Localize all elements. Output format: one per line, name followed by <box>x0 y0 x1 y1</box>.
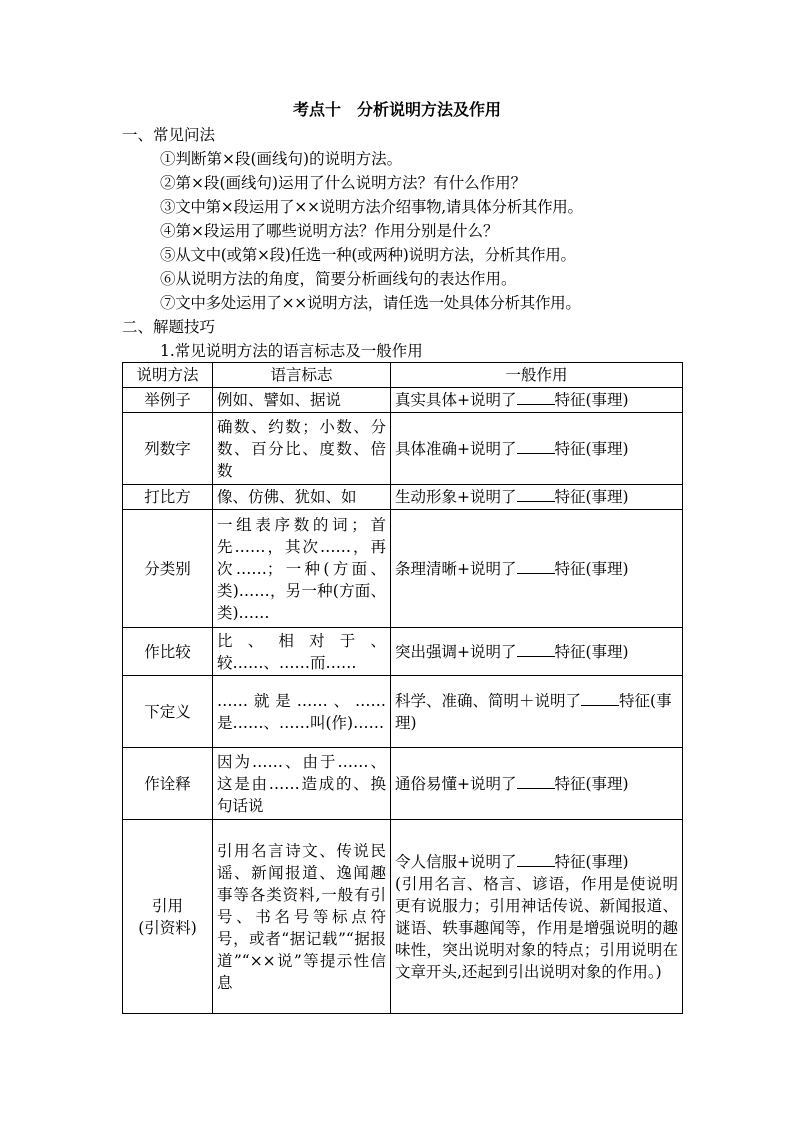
header-effect: 一般作用 <box>391 363 683 388</box>
markers-cell: 像、仿佛、犹如、如 <box>213 485 391 510</box>
markers-cell: 比、相对于、较……、……而…… <box>213 628 391 676</box>
markers-cell: 例如、譬如、据说 <box>213 388 391 413</box>
effect-text: 令人信服+说明了 <box>395 852 517 871</box>
table-row <box>123 628 683 676</box>
method-cell: 打比方 <box>123 485 213 510</box>
answer-blank <box>517 774 555 789</box>
effect-cell <box>391 820 683 1014</box>
method-cell: 引用 (引资料) <box>123 820 213 1014</box>
header-markers: 语言标志 <box>213 363 391 388</box>
section-heading-techniques: 二、解题技巧 <box>122 318 216 336</box>
answer-blank <box>517 390 555 405</box>
effect-text: 通俗易懂+说明了 <box>395 774 517 793</box>
effect-suffix: 特征(事理) <box>554 391 629 409</box>
effect-suffix: 特征(事理) <box>554 774 629 793</box>
effect-suffix: 特征(事理) <box>554 852 629 871</box>
markers-cell: 引用名言诗文、传说民谣、新闻报道、逸闻趣事等各类资料,一般有引号、书名号等标点符号，或者“据记载”“据报道”“××说”等提示性信息 <box>213 820 391 1014</box>
question-item-5: ⑤从文中(或第×段)任选一种(或两种)说明方法，分析其作用。 <box>160 246 576 264</box>
effect-suffix: 特征(事理) <box>554 439 629 458</box>
markers-cell: ……就是……、……是……、……叫(作)…… <box>213 676 391 748</box>
table-row <box>123 676 683 748</box>
effect-cell <box>391 388 683 413</box>
question-item-3: ③文中第×段运用了××说明方法介绍事物,请具体分析其作用。 <box>160 198 583 216</box>
question-item-6: ⑥从说明方法的角度，简要分析画线句的表达作用。 <box>160 270 517 288</box>
table-row <box>123 510 683 628</box>
method-cell: 下定义 <box>123 676 213 748</box>
section-heading-questions: 一、常见问法 <box>122 126 216 144</box>
effect-cell <box>391 413 683 485</box>
answer-blank <box>517 852 555 867</box>
method-cell: 举例子 <box>123 388 213 413</box>
answer-blank <box>517 487 555 502</box>
answer-blank <box>581 691 619 706</box>
answer-blank <box>517 559 555 574</box>
table-row <box>123 388 683 413</box>
markers-cell: 确数、约数；小数、分数、百分比、度数、倍数 <box>213 413 391 485</box>
effect-note: (引用名言、格言、谚语，作用是使说明更有说服力；引用神话传说、新闻报道、谜语、轶事趣闻等，作用是增强说明的趣味性，突出说明对象的特点；引用说明在文章开头,还起到引出说明对象的作用。) <box>395 874 678 981</box>
effect-cell <box>391 676 683 748</box>
effect-suffix: 特征(事理) <box>554 488 629 506</box>
method-cell: 列数字 <box>123 413 213 485</box>
effect-text: 条理清晰+说明了 <box>395 559 517 578</box>
answer-blank <box>517 642 555 657</box>
subsection-heading: 1.常见说明方法的语言标志及一般作用 <box>160 342 423 360</box>
effect-cell <box>391 485 683 510</box>
table-row <box>123 820 683 1014</box>
page-title: 考点十 分析说明方法及作用 <box>292 100 501 119</box>
markers-cell: 一组表序数的词；首先……，其次……，再次……；一种(方面、类)……，另一种(方面、类)…… <box>213 510 391 628</box>
effect-suffix: 特征(事理) <box>554 642 629 661</box>
question-item-1: ①判断第×段(画线句)的说明方法。 <box>160 150 403 168</box>
method-cell: 作诠释 <box>123 748 213 820</box>
method-cell: 作比较 <box>123 628 213 676</box>
markers-cell: 因为……、由于……、这是由……造成的、换句话说 <box>213 748 391 820</box>
method-cell: 分类别 <box>123 510 213 628</box>
effect-suffix: 特征(事理) <box>554 559 629 578</box>
table-row <box>123 485 683 510</box>
table-row <box>123 748 683 820</box>
header-method: 说明方法 <box>123 363 213 388</box>
effect-suffix: 特征(事理) <box>395 691 672 732</box>
effect-cell <box>391 628 683 676</box>
question-item-2: ②第×段(画线句)运用了什么说明方法？有什么作用？ <box>160 174 527 192</box>
table-header-row <box>123 363 683 388</box>
effect-text: 具体准确+说明了 <box>395 439 517 458</box>
effect-cell <box>391 748 683 820</box>
table-row <box>123 413 683 485</box>
effect-text: 突出强调+说明了 <box>395 642 517 661</box>
effect-text: 真实具体+说明了 <box>395 391 517 409</box>
question-item-4: ④第×段运用了哪些说明方法？作用分别是什么？ <box>160 222 499 240</box>
effect-text: 科学、准确、简明＋说明了 <box>395 691 582 710</box>
answer-blank <box>517 439 555 454</box>
effect-text: 生动形象+说明了 <box>395 488 517 506</box>
question-item-7: ⑦文中多处运用了××说明方法，请任选一处具体分析其作用。 <box>160 294 581 312</box>
effect-cell <box>391 510 683 628</box>
methods-table <box>122 362 683 1014</box>
